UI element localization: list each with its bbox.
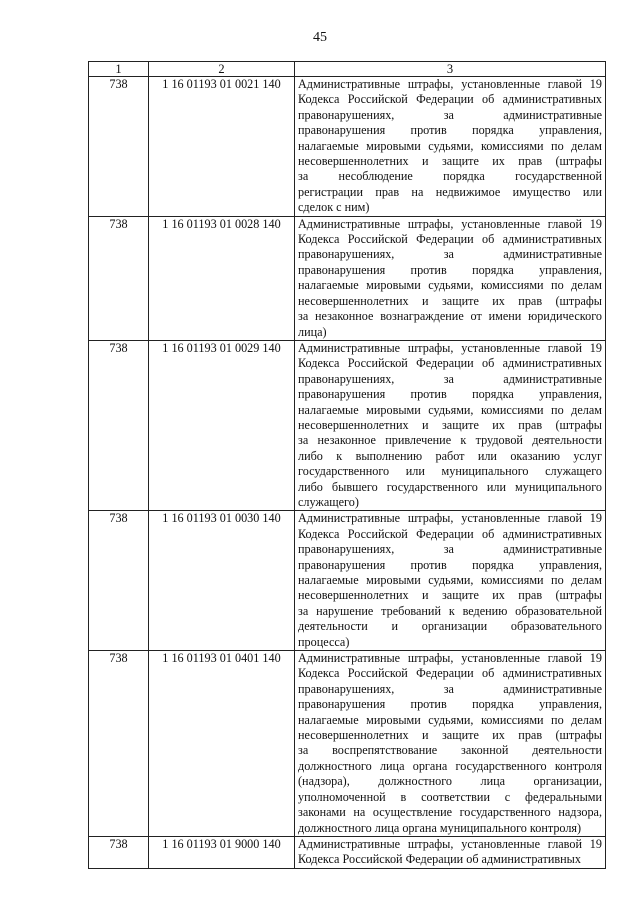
budget-code-table	[88, 61, 606, 869]
column-header-2: 2	[149, 62, 295, 77]
revenue-description-cell	[295, 836, 606, 868]
description-line: государственного или муниципального служащего	[298, 464, 602, 479]
description-line: служащего)	[298, 494, 359, 509]
admin-code-cell: 738	[89, 340, 149, 510]
description-line: налагаемые мировыми судьями, комиссиями по делам	[298, 712, 602, 727]
description-line: правонарушения против порядка управления,	[298, 123, 602, 138]
description-line: правонарушениях, за административные	[298, 542, 602, 557]
description-line: Административные штрафы, установленные главой 19	[298, 836, 602, 851]
description-line: законами на осуществление государственного надзора,	[298, 805, 602, 820]
description-line: правонарушениях, за административные	[298, 681, 602, 696]
description-line: Кодекса Российской Федерации об административных	[298, 852, 581, 867]
description-line: Административные штрафы, установленные главой 19	[298, 216, 602, 231]
column-header-1: 1	[89, 62, 149, 77]
description-line: за незаконное привлечение к трудовой деятельности	[298, 433, 602, 448]
description-line: Кодекса Российской Федерации об административных	[298, 526, 602, 541]
description-line: (надзора), должностного лица организации,	[298, 774, 602, 789]
description-line: несовершеннолетних и защите их прав (штрафы	[298, 293, 602, 308]
description-line: за нарушение требований к ведению образовательной	[298, 603, 602, 618]
description-line: Кодекса Российской Федерации об административных	[298, 666, 602, 681]
description-line: Административные штрафы, установленные главой 19	[298, 77, 602, 91]
description-line: несовершеннолетних и защите их прав (штрафы	[298, 417, 602, 432]
description-line: правонарушения против порядка управления,	[298, 262, 602, 277]
description-line: несовершеннолетних и защите их прав (штрафы	[298, 728, 602, 743]
budget-classification-code-cell: 1 16 01193 01 0401 140	[149, 651, 295, 837]
description-line: деятельности и организации образовательного	[298, 619, 602, 634]
budget-classification-code-cell: 1 16 01193 01 0021 140	[149, 77, 295, 217]
description-line: либо бывшего государственного или муниципального	[298, 479, 602, 494]
description-line: несовершеннолетних и защите их прав (штрафы	[298, 154, 602, 169]
description-line: Административные штрафы, установленные главой 19	[298, 511, 602, 526]
revenue-description-cell	[295, 511, 606, 651]
admin-code-cell: 738	[89, 77, 149, 217]
description-line: должностного лица органа муниципального контроля)	[298, 820, 582, 835]
table-row	[89, 77, 606, 217]
admin-code-cell: 738	[89, 216, 149, 340]
description-line: Кодекса Российской Федерации об административных	[298, 356, 602, 371]
description-line: за несоблюдение порядка государственной	[298, 169, 602, 184]
description-line: налагаемые мировыми судьями, комиссиями по делам	[298, 138, 602, 153]
description-line: налагаемые мировыми судьями, комиссиями по делам	[298, 278, 602, 293]
description-line: должностного лица органа государственного контроля	[298, 758, 602, 773]
description-line: за воспрепятствование законной деятельности	[298, 743, 602, 758]
budget-classification-code-cell: 1 16 01193 01 0028 140	[149, 216, 295, 340]
column-header-3: 3	[295, 62, 606, 77]
admin-code-cell: 738	[89, 511, 149, 651]
admin-code-cell: 738	[89, 836, 149, 868]
description-line: правонарушениях, за административные	[298, 371, 602, 386]
description-line: Административные штрафы, установленные главой 19	[298, 340, 602, 355]
revenue-description-cell	[295, 651, 606, 837]
revenue-description-cell	[295, 216, 606, 340]
description-line: Кодекса Российской Федерации об административных	[298, 92, 602, 107]
revenue-description-cell	[295, 340, 606, 510]
table-body	[89, 77, 606, 869]
table-row	[89, 836, 606, 868]
table-row	[89, 216, 606, 340]
page-number: 45	[313, 30, 327, 45]
description-line: за незаконное вознаграждение от имени юридического	[298, 309, 602, 324]
description-line: правонарушениях, за административные	[298, 107, 602, 122]
description-line: налагаемые мировыми судьями, комиссиями по делам	[298, 402, 602, 417]
description-line: процесса)	[298, 634, 350, 649]
description-line: регистрации прав на недвижимое имущество или	[298, 184, 602, 199]
description-line: правонарушениях, за административные	[298, 247, 602, 262]
admin-code-cell: 738	[89, 651, 149, 837]
budget-classification-code-cell: 1 16 01193 01 0029 140	[149, 340, 295, 510]
description-line: лица)	[298, 324, 327, 339]
description-line: правонарушения против порядка управления,	[298, 557, 602, 572]
description-line: Кодекса Российской Федерации об административных	[298, 232, 602, 247]
description-line: несовершеннолетних и защите их прав (штрафы	[298, 588, 602, 603]
description-line: правонарушения против порядка управления,	[298, 697, 602, 712]
description-line: сделок с ним)	[298, 200, 370, 215]
budget-classification-code-cell: 1 16 01193 01 0030 140	[149, 511, 295, 651]
description-line: налагаемые мировыми судьями, комиссиями по делам	[298, 573, 602, 587]
description-line: уполномоченной в соответствии с федеральными	[298, 789, 602, 804]
description-line: либо к выполнению работ или оказанию услуг	[298, 448, 602, 463]
table-row	[89, 651, 606, 837]
description-line: правонарушения против порядка управления,	[298, 387, 602, 402]
budget-classification-code-cell: 1 16 01193 01 9000 140	[149, 836, 295, 868]
table-row	[89, 511, 606, 651]
table-header-row	[89, 62, 606, 77]
table-row	[89, 340, 606, 510]
revenue-description-cell	[295, 77, 606, 217]
description-line: Административные штрафы, установленные главой 19	[298, 651, 602, 666]
